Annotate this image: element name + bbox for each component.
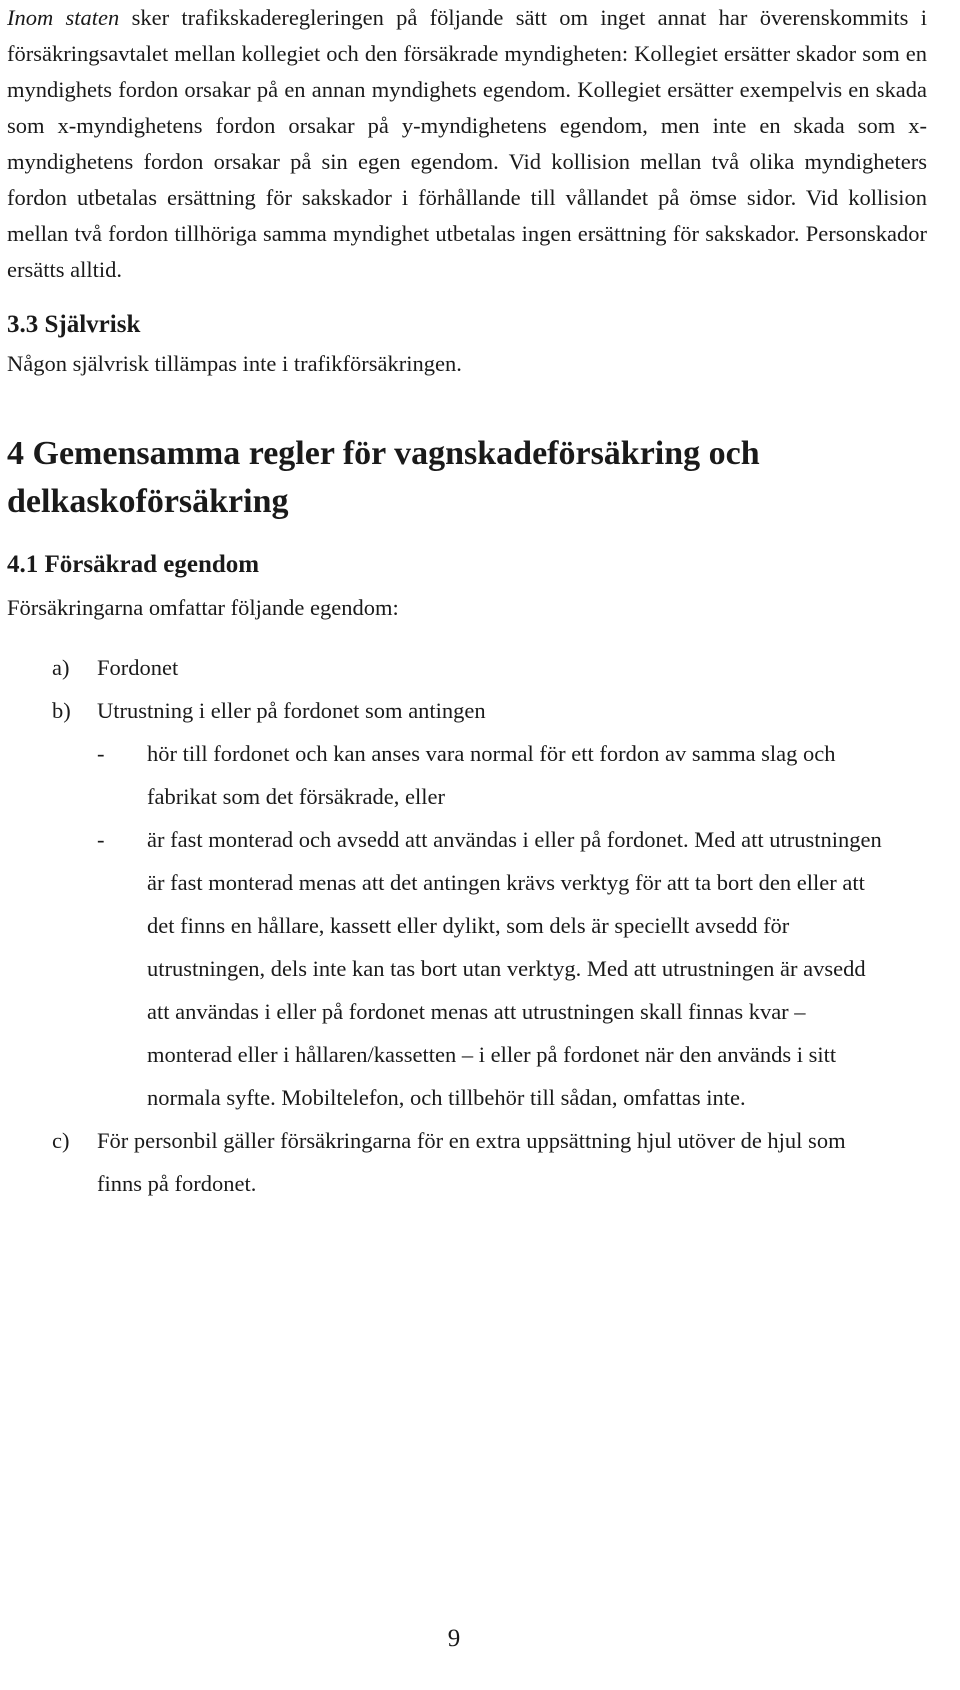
list-marker: c) (52, 1128, 70, 1153)
list-item-a (7, 646, 927, 689)
list-item-b (7, 689, 927, 732)
sublist-item-text: hör till fordonet och kan anses vara normal för ett fordon av samma slag och fabrikat som det försäkrade, eller (147, 741, 836, 809)
intro-lead-italic: Inom staten (7, 5, 120, 30)
page-number: 9 (447, 1625, 461, 1652)
section-3-3-text: Någon självrisk tillämpas inte i trafikförsäkringen. (7, 351, 462, 376)
list-marker: b) (52, 698, 71, 723)
intro-paragraph (7, 0, 927, 288)
list-item-text: Fordonet (97, 655, 179, 680)
sublist-marker: - (97, 827, 105, 852)
property-list (7, 646, 927, 1205)
document-page (7, 0, 928, 1652)
section-3-3-heading: 3.3 Självrisk (7, 311, 141, 338)
list-item-c (7, 1119, 927, 1205)
equipment-sublist (7, 732, 927, 1119)
sublist-item-text: är fast monterad och avsedd att användas i eller på fordonet. Med att utrustningen är fast monterad menas att det antingen krävs verktyg för att ta bort den eller att det finns en hållare, kassett eller dylikt, som dels är speciellt avsedd för utrustningen, dels inte kan tas bort utan verktyg. Med att utrustningen är avsedd att användas i eller på fordonet menas att utrustningen skall finnas kvar – monterad eller i hållaren/kassetten – i eller på fordonet när den används i sitt normala syfte. Mobiltelefon, och tillbehör till sådan, omfattas inte. (147, 827, 882, 1110)
list-item-text: För personbil gäller försäkringarna för en extra uppsättning hjul utöver de hjul som finns på fordonet. (97, 1128, 846, 1196)
list-item-text: Utrustning i eller på fordonet som antingen (97, 698, 486, 723)
list-marker: a) (52, 655, 70, 680)
chapter-4-heading: 4 Gemensamma regler för vagnskadeförsäkring och delkaskoförsäkring (7, 435, 760, 520)
sublist-container (7, 732, 927, 1119)
section-4-1-intro: Försäkringarna omfattar följande egendom: (7, 595, 399, 620)
intro-text: sker trafikskaderegleringen på följande sätt om inget annat har överenskommits i försäkringsavtalet mellan kollegiet och den försäkrade myndigheten: Kollegiet ersätter skador som en myndighets fordon orsakar på en annan myndighets egendom. Kollegiet ersätter exempelvis en skada som x-myndighetens fordon orsakar på y-myndighetens egendom, men inte en skada som x-myndighetens fordon orsakar på sin egen egendom. Vid kollision mellan två olika myndigheters fordon utbetalas ersättning för sakskador i förhållande till vållandet på ömse sidor. Vid kollision mellan två fordon tillhöriga samma myndighet utbetalas ingen ersättning för sakskador. Personskador ersätts alltid. (7, 5, 928, 282)
section-4-1-heading: 4.1 Försäkrad egendom (7, 551, 260, 578)
sublist-marker: - (97, 741, 105, 766)
sublist-item (7, 818, 927, 1119)
sublist-item (7, 732, 927, 818)
